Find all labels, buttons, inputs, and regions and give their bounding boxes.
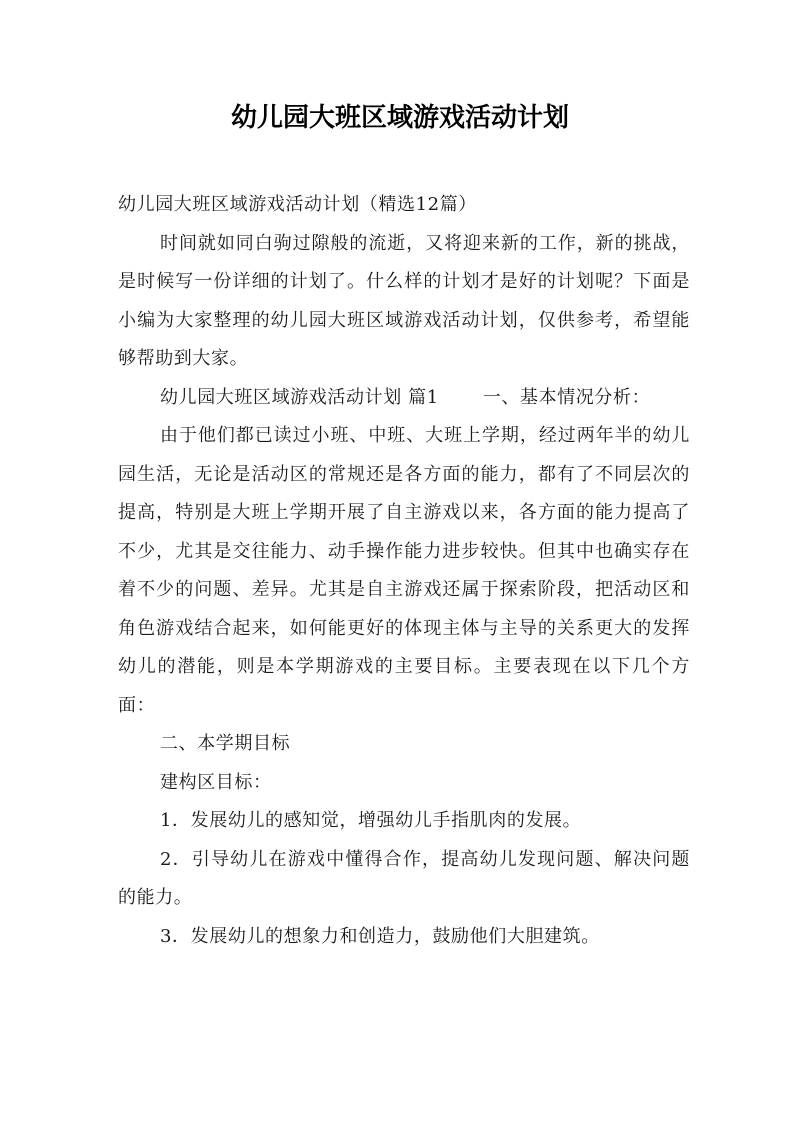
goal-item: 2．引导幼儿在游戏中懂得合作，提高幼儿发现问题、解决问题的能力。 [118, 848, 690, 908]
section1-heading: 一、基本情况分析： [482, 386, 651, 408]
article-heading-paragraph [118, 379, 690, 418]
intro-paragraph: 时间就如同白驹过隙般的流逝，又将迎来新的工作，新的挑战，是时候写一份详细的计划了。什么样的计划才是好的计划呢？下面是小编为大家整理的幼儿园大班区域游戏活动计划，仅供参考，希望能够帮助到大家。 [118, 232, 690, 369]
document-body [118, 186, 690, 956]
article-heading: 幼儿园大班区域游戏活动计划 篇1 [160, 386, 439, 408]
document-subtitle: 幼儿园大班区域游戏活动计划（精选12篇） [118, 194, 477, 215]
document-title: 幼儿园大班区域游戏活动计划 [230, 103, 569, 133]
goal-item: 3．发展幼儿的想象力和创造力，鼓励他们大胆建筑。 [160, 925, 600, 947]
section1-body: 由于他们都已读过小班、中班、大班上学期，经过两年半的幼儿园生活，无论是活动区的常规还是各方面的能力，都有了不同层次的提高，特别是大班上学期开展了自主游戏以来，各方面的能力提高了不少，尤其是交往能力、动手操作能力进步较快。但其中也确实存在着不少的问题、差异。尤其是自主游戏还属于探索阶段，把活动区和角色游戏结合起来，如何能更好的体现主体与主导的关系更大的发挥幼儿的潜能，则是本学期游戏的主要目标。主要表现在以下几个方面： [118, 425, 690, 716]
section2-heading: 二、本学期目标 [160, 733, 291, 754]
goal-item: 1．发展幼儿的感知觉，增强幼儿手指肌肉的发展。 [160, 810, 582, 831]
area-label: 建构区目标： [160, 771, 272, 793]
